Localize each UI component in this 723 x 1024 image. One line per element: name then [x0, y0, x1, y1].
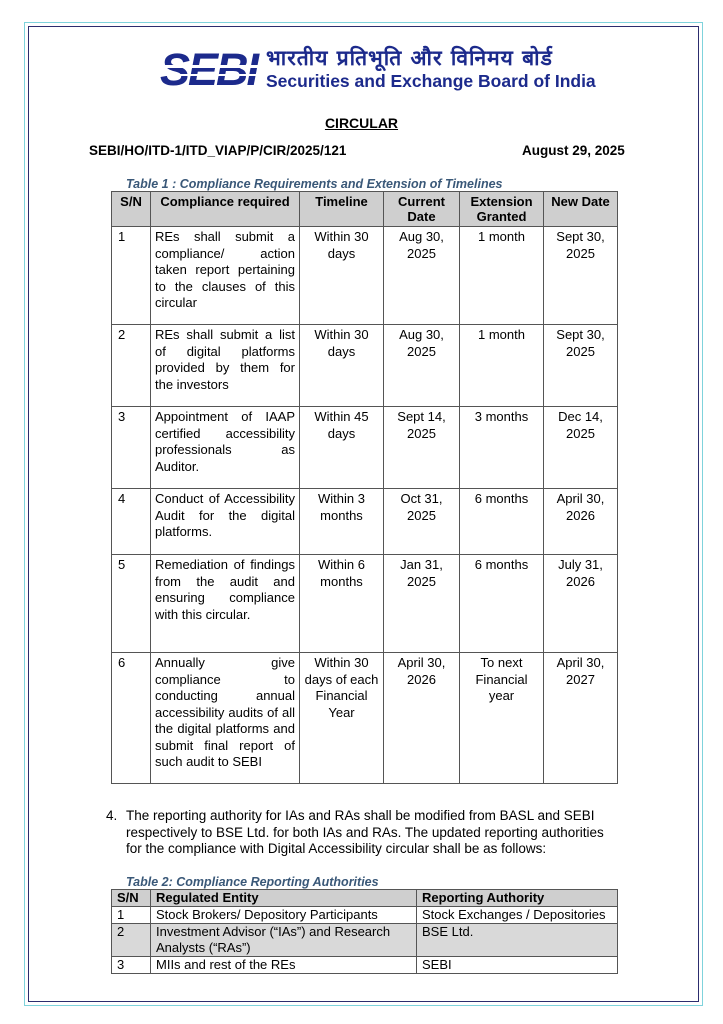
circular-date: August 29, 2025 — [522, 143, 625, 158]
table-row — [112, 489, 618, 555]
cell-entity: Investment Advisor (“IAs”) and Research Analysts (“RAs”) — [151, 924, 417, 957]
table2-caption: Table 2: Compliance Reporting Authorities — [126, 875, 379, 889]
table-row — [112, 907, 618, 924]
cell-sn: 3 — [112, 407, 151, 489]
table1-caption: Table 1 : Compliance Requirements and Extension of Timelines — [126, 177, 503, 191]
cell-current-date: April 30, 2026 — [384, 653, 460, 784]
table-row — [112, 957, 618, 974]
cell-extension: 6 months — [460, 489, 544, 555]
table-row — [112, 653, 618, 784]
header-compliance: Compliance required — [151, 192, 300, 227]
circular-title: CIRCULAR — [324, 115, 399, 131]
paragraph-text: The reporting authority for IAs and RAs shall be modified from BASL and SEBI respectively to BSE Ltd. for both IAs and RAs. The updated reporting authorities for the compliance with Digital Accessibility circular shall be as follows: — [126, 808, 604, 856]
cell-requirement: Remediation of findings from the audit and ensuring compliance with this circular. — [151, 555, 300, 653]
header-extension: Extension Granted — [460, 192, 544, 227]
cell-timeline: Within 30 days — [300, 227, 384, 325]
cell-sn: 6 — [112, 653, 151, 784]
table-row — [112, 227, 618, 325]
cell-new-date: Sept 30, 2025 — [544, 325, 618, 407]
cell-sn: 2 — [112, 325, 151, 407]
cell-timeline: Within 30 days — [300, 325, 384, 407]
cell-new-date: Dec 14, 2025 — [544, 407, 618, 489]
cell-requirement: REs shall submit a compliance/ action taken report pertaining to the clauses of this circular — [151, 227, 300, 325]
compliance-timelines-table — [111, 191, 618, 784]
cell-current-date: Oct 31, 2025 — [384, 489, 460, 555]
cell-authority: BSE Ltd. — [417, 924, 618, 957]
table-header-row — [112, 192, 618, 227]
header-timeline: Timeline — [300, 192, 384, 227]
org-name-hindi: भारतीय प्रतिभूति और विनिमय बोर्ड — [266, 46, 553, 70]
cell-current-date: Aug 30, 2025 — [384, 325, 460, 407]
paragraph-4 — [106, 808, 621, 858]
cell-extension: 6 months — [460, 555, 544, 653]
cell-requirement: REs shall submit a list of digital platforms provided by them for the investors — [151, 325, 300, 407]
cell-timeline: Within 6 months — [300, 555, 384, 653]
cell-timeline: Within 45 days — [300, 407, 384, 489]
header-sn: S/N — [112, 890, 151, 907]
header-reporting-authority: Reporting Authority — [417, 890, 618, 907]
cell-sn: 2 — [112, 924, 151, 957]
cell-entity: Stock Brokers/ Depository Participants — [151, 907, 417, 924]
paragraph-number: 4. — [106, 808, 118, 823]
header-sn: S/N — [112, 192, 151, 227]
cell-extension: 1 month — [460, 227, 544, 325]
cell-timeline: Within 3 months — [300, 489, 384, 555]
cell-current-date: Sept 14, 2025 — [384, 407, 460, 489]
cell-extension: To next Financial year — [460, 653, 544, 784]
cell-requirement: Appointment of IAAP certified accessibility professionals as Auditor. — [151, 407, 300, 489]
cell-new-date: April 30, 2027 — [544, 653, 618, 784]
cell-timeline: Within 30 days of each Financial Year — [300, 653, 384, 784]
cell-sn: 5 — [112, 555, 151, 653]
cell-current-date: Aug 30, 2025 — [384, 227, 460, 325]
cell-sn: 3 — [112, 957, 151, 974]
sebi-logo — [158, 45, 268, 91]
header-new-date: New Date — [544, 192, 618, 227]
cell-new-date: July 31, 2026 — [544, 555, 618, 653]
table-header-row — [112, 890, 618, 907]
table-row — [112, 555, 618, 653]
cell-new-date: April 30, 2026 — [544, 489, 618, 555]
cell-entity: MIIs and rest of the REs — [151, 957, 417, 974]
cell-sn: 4 — [112, 489, 151, 555]
cell-sn: 1 — [112, 227, 151, 325]
cell-requirement: Conduct of Accessibility Audit for the digital platforms. — [151, 489, 300, 555]
cell-sn: 1 — [112, 907, 151, 924]
cell-new-date: Sept 30, 2025 — [544, 227, 618, 325]
reporting-authorities-table — [111, 889, 618, 974]
header-current-date: Current Date — [384, 192, 460, 227]
cell-extension: 3 months — [460, 407, 544, 489]
table-row — [112, 325, 618, 407]
org-name-english: Securities and Exchange Board of India — [266, 71, 596, 91]
circular-reference: SEBI/HO/ITD-1/ITD_VIAP/P/CIR/2025/121 — [89, 143, 347, 158]
cell-authority: Stock Exchanges / Depositories — [417, 907, 618, 924]
cell-requirement: Annually give compliance to conducting annual accessibility audits of all the digital platforms and submit final report of such audit to SEBI — [151, 653, 300, 784]
header-regulated-entity: Regulated Entity — [151, 890, 417, 907]
cell-authority: SEBI — [417, 957, 618, 974]
cell-current-date: Jan 31, 2025 — [384, 555, 460, 653]
table-row — [112, 924, 618, 957]
table-row — [112, 407, 618, 489]
cell-extension: 1 month — [460, 325, 544, 407]
